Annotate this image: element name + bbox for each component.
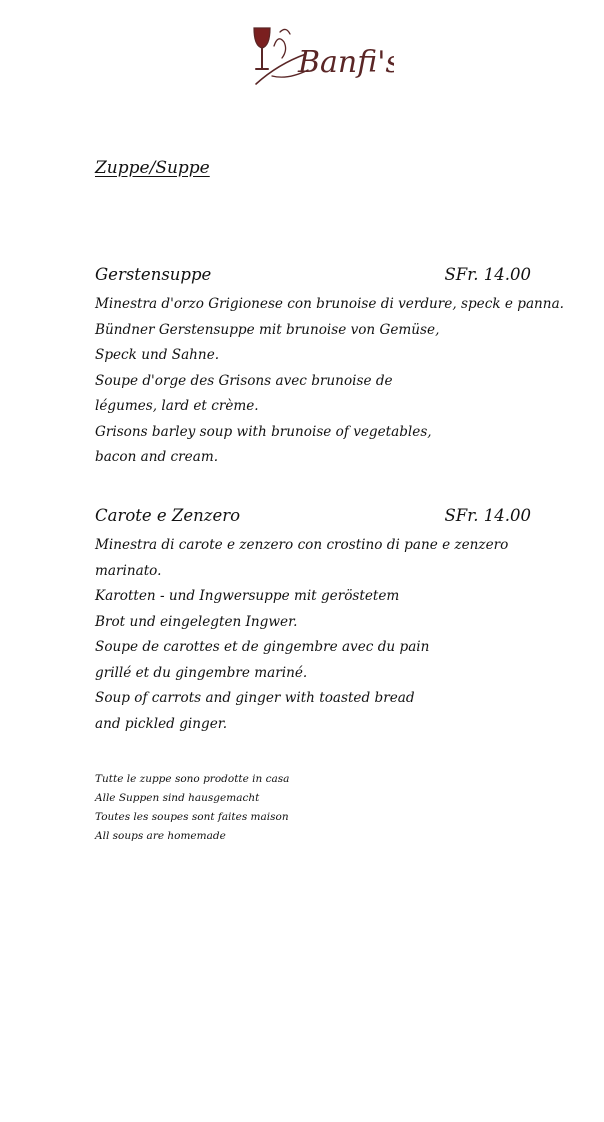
restaurant-logo <box>248 24 394 90</box>
footnotes <box>95 770 289 846</box>
description-line: Grisons barley soup with brunoise of vegetables, <box>95 423 432 440</box>
description-line: and pickled ginger. <box>95 715 228 732</box>
description-line: Soupe de carottes et de gingembre avec du pain <box>95 639 430 655</box>
logo-text: Banfi's <box>298 45 394 80</box>
description-line: marinato. <box>95 562 162 579</box>
description-line: Soupe d'orge des Grisons avec brunoise de <box>95 372 393 389</box>
description-line: Minestra di carote e zenzero con crostino di pane e zenzero <box>95 537 509 553</box>
item-name: Carote e Zenzero <box>95 506 241 525</box>
menu-item <box>95 506 531 737</box>
footnote-line: Tutte le zuppe sono prodotte in casa <box>95 773 290 785</box>
item-price: SFr. 14.00 <box>444 265 531 284</box>
item-price: SFr. 14.00 <box>444 506 531 525</box>
description-line: Speck und Sahne. <box>95 347 220 363</box>
description-line: Bündner Gerstensuppe mit brunoise von Gemüse, <box>95 321 440 338</box>
item-name: Gerstensuppe <box>95 265 212 284</box>
menu-item <box>95 265 564 471</box>
description-line: Karotten - und Ingwersuppe mit geröstetem <box>95 588 400 604</box>
footnote-line: Toutes les soupes sont faites maison <box>95 811 289 823</box>
wine-glass-logo-icon <box>248 24 394 90</box>
description-line: grillé et du gingembre mariné. <box>95 664 308 681</box>
description-line: Brot und eingelegten Ingwer. <box>95 613 298 630</box>
footnote-line: All soups are homemade <box>95 830 226 842</box>
description-line: Minestra d'orzo Grigionese con brunoise di verdure, speck e panna. <box>95 296 564 312</box>
section-title: Zuppe/Suppe <box>95 158 210 178</box>
description-line: bacon and cream. <box>95 449 219 465</box>
description-line: légumes, lard et crème. <box>95 398 259 414</box>
description-line: Soup of carrots and ginger with toasted bread <box>95 690 415 706</box>
footnote-line: Alle Suppen sind hausgemacht <box>95 792 260 804</box>
item-description <box>95 292 564 471</box>
item-description <box>95 533 531 737</box>
